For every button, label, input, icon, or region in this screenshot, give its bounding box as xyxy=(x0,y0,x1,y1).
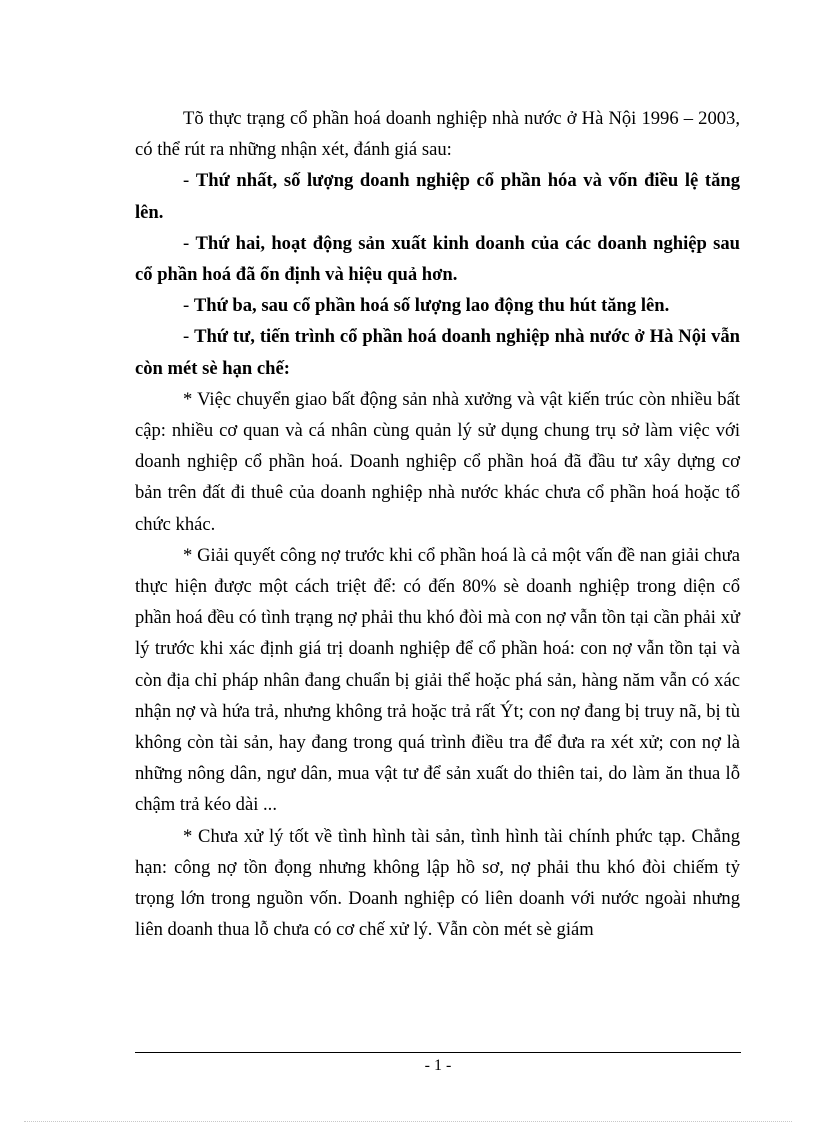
paragraph-real-estate xyxy=(135,384,740,540)
bullet-dash: - xyxy=(183,295,194,317)
page-bottom-edge xyxy=(24,1121,792,1122)
paragraph-point-4 xyxy=(135,321,740,383)
point-3-text: Thứ ba, sau cổ phần hoá số lượng lao động thu hút tăng lên. xyxy=(193,295,670,317)
paragraph-intro xyxy=(135,103,740,165)
paragraph-point-2 xyxy=(135,228,740,290)
point-2-text: Thứ hai, hoạt động sản xuất kinh doanh của các doanh nghiệp sau cổ phần hoá đã ổn định và hiệu quả hơn. xyxy=(135,232,741,286)
paragraph-assets xyxy=(135,821,740,946)
paragraph-debts-text: * Giải quyết công nợ trước khi cổ phần hoá là cả một vấn đề nan giải chưa thực hiện được một cách triệt để: có đến 80% sè doanh nghiệp trong diện cổ phần hoá đều có tình trạng nợ phải thu khó đòi mà con nợ vẫn tồn tại cần phải xử lý trước khi xác định giá trị doanh nghiệp để cổ phần hoá: con nợ vẫn tồn tại và còn địa chỉ pháp nhân đang chuẩn bị giải thể hoặc phá sản, hàng năm vẫn có xác nhận nợ và hứa trả, nhưng không trả hoặc trả rất Ýt; con nợ đang bị truy nã, bị tù không còn tài sản, hay đang trong quá trình điều tra để đưa ra xét xử; con nợ là những nông dân, ngư dân, mua vật tư để sản xuất do thiên tai, do làm ăn thua lỗ chậm trả kéo dài ... xyxy=(135,544,740,816)
page-number: - 1 - xyxy=(424,1057,452,1074)
bullet-dash: - xyxy=(183,170,196,192)
paragraph-point-1 xyxy=(135,165,740,227)
point-1-text: Thứ nhất, số lượng doanh nghiệp cổ phần hóa và vốn điều lệ tăng lên. xyxy=(135,170,741,223)
body-text xyxy=(135,103,740,945)
bullet-dash: - xyxy=(183,326,195,348)
footer-divider xyxy=(135,1052,741,1053)
paragraph-intro-text: Tõ thực trạng cổ phần hoá doanh nghiệp nhà nước ở Hà Nội 1996 – 2003, có thể rút ra những nhận xét, đánh giá sau: xyxy=(135,108,740,161)
paragraph-point-3 xyxy=(135,290,740,321)
point-4-text: Thứ tư, tiến trình cổ phần hoá doanh nghiệp nhà nước ở Hà Nội vẫn còn mét sè hạn chế: xyxy=(135,326,740,379)
bullet-dash: - xyxy=(183,232,196,254)
paragraph-real-estate-text: * Việc chuyển giao bất động sản nhà xưởng và vật kiến trúc còn nhiều bất cập: nhiều cơ quan và cá nhân cùng quản lý sử dụng chung trụ sở làm việc với doanh nghiệp cổ phần hoá. Doanh nghiệp cổ phần hoá đã đầu tư xây dựng cơ bản trên đất đi thuê của doanh nghiệp nhà nước khác chưa cổ phần hoá hoặc tổ chức khác. xyxy=(135,388,740,535)
paragraph-assets-text: * Chưa xử lý tốt về tình hình tài sản, tình hình tài chính phức tạp. Chẳng hạn: công nợ tồn đọng nhưng không lập hồ sơ, nợ phải thu khó đòi chiếm tỷ trọng lớn trong nguồn vốn. Doanh nghiệp có liên doanh với nước ngoài nhưng liên doanh thua lỗ chưa có cơ chế xử lý. Vẫn còn mét sè giám xyxy=(135,825,740,941)
paragraph-debts xyxy=(135,540,740,821)
